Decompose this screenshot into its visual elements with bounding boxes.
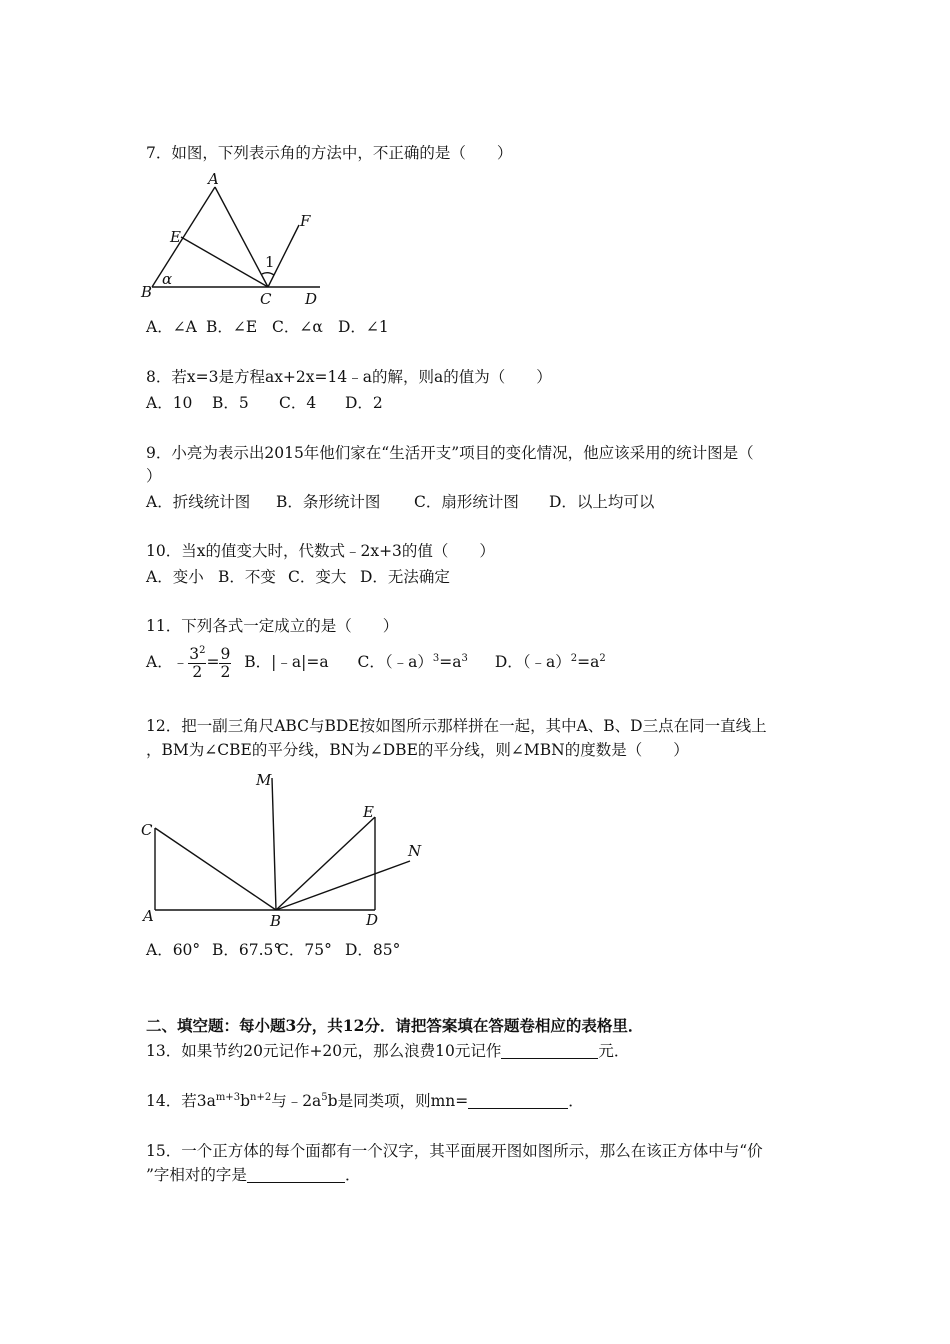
q12-option-b: B．67.5° [212,941,282,959]
q7-options [146,317,389,337]
q10-stem: 10．当x的值变大时，代数式﹣2x+3的值（ ） [146,542,495,560]
q7-option-a: A．∠A [146,318,197,336]
q14-answer-blank[interactable] [468,1092,568,1109]
q12-label-b: B [270,912,282,930]
q14-suffix: ． [568,1092,584,1110]
q7-label-1: 1 [265,253,275,271]
q12-label-e: E [363,803,374,821]
q7-label-d: D [305,290,318,308]
q8-option-a: A．10 [146,394,193,412]
q12-line-cb [155,828,276,910]
q12-option-a: A．60° [146,941,201,959]
q13-answer-blank[interactable] [501,1042,598,1059]
q7-label-c: C [260,290,272,308]
q8-option-d: D．2 [345,394,383,412]
q12-label-n: N [408,842,422,860]
q12-label-m: M [256,771,272,789]
q7-figure [138,170,328,310]
q7-option-b: B．∠E [206,318,258,336]
section2-title: 二、填空题：每小题3分，共12分．请把答案填在答题卷相应的表格里． [146,1016,644,1035]
q12-stem-line1: 12．把一副三角尺ABC与BDE按如图所示那样拼在一起，其中A、B、D三点在同一直线上 [146,717,767,735]
q11-options [146,640,606,684]
q15-suffix: ． [344,1166,361,1184]
q12-figure [138,765,438,930]
q12-label-d: D [366,911,379,929]
q11-option-d: D．$(﹣a)^2=a^2$ [494,653,606,671]
q14-text: 14．若$3a^{m+3}b^{n+2}$与$﹣2a^5b$是同类项，则mn= [146,1092,469,1110]
q12-line-be [276,817,375,910]
q11-option-b: B．|﹣a|=a [244,653,329,671]
q7-label-a: A [208,170,219,188]
q7-stem: 7．如图，下列表示角的方法中，不正确的是（ ） [146,144,513,162]
q12-option-d: D．85° [345,941,401,959]
q11-option-a: A．﹣ $\frac{3^2}{2}$ = $\frac{9}{2}$ [146,644,231,681]
q14 [146,1091,584,1111]
q7-angle-arc [262,273,274,275]
q12-line-bn [276,861,410,910]
q11-stem: 11．下列各式一定成立的是（ ） [146,617,399,635]
q10-options [146,567,450,587]
q15-text: ”字相对的字是 [146,1166,247,1184]
q8-stem: 8．若x=3是方程ax+2x=14﹣a的解，则a的值为（ ） [146,368,552,386]
q12-option-c: C．75° [277,941,332,959]
q7-label-b: B [141,283,153,301]
q7-option-c: C．∠α [272,318,323,336]
q15-line2 [146,1165,360,1185]
q7-option-d: D．∠1 [338,318,389,336]
q9-stem-line2: ） [146,467,162,485]
q10-option-d: D．无法确定 [360,568,450,586]
q8-option-b: B．5 [212,394,249,412]
q12-stem-line2: ，BM为∠CBE的平分线，BN为∠DBE的平分线，则∠MBN的度数是（ ） [146,741,689,759]
q12-options [146,940,400,960]
q7-label-f: F [300,212,311,230]
q7-label-alpha: α [162,270,173,288]
q12-line-bm [272,778,276,910]
q13-suffix: 元． [598,1042,630,1060]
q9-stem-line1: 9．小亮为表示出2015年他们家在“生活开支”项目的变化情况，他应该采用的统计图是（ [146,444,754,462]
q13 [146,1041,629,1061]
q9-option-c: C．扇形统计图 [414,493,519,511]
q9-option-d: D．以上均可以 [549,493,655,511]
q10-option-b: B．不变 [218,568,276,586]
q15-line1: 15．一个正方体的每个面都有一个汉字，其平面展开图如图所示，那么在该正方体中与“价 [146,1142,763,1160]
q8-option-c: C．4 [279,394,317,412]
q11-option-c: C．$(﹣a)^3=a^3$ [357,653,468,671]
q8-options [146,393,383,413]
q9-option-b: B．条形统计图 [276,493,381,511]
q7-label-e: E [170,228,181,246]
q15-answer-blank[interactable] [247,1166,345,1183]
q12-label-c: C [141,821,153,839]
q9-options [146,492,654,512]
q13-text: 13．如果节约20元记作+20元，那么浪费10元记作 [146,1042,502,1060]
q12-label-a: A [143,907,154,925]
q10-option-c: C．变大 [288,568,347,586]
q9-option-a: A．折线统计图 [146,493,251,511]
q10-option-a: A．变小 [146,568,204,586]
